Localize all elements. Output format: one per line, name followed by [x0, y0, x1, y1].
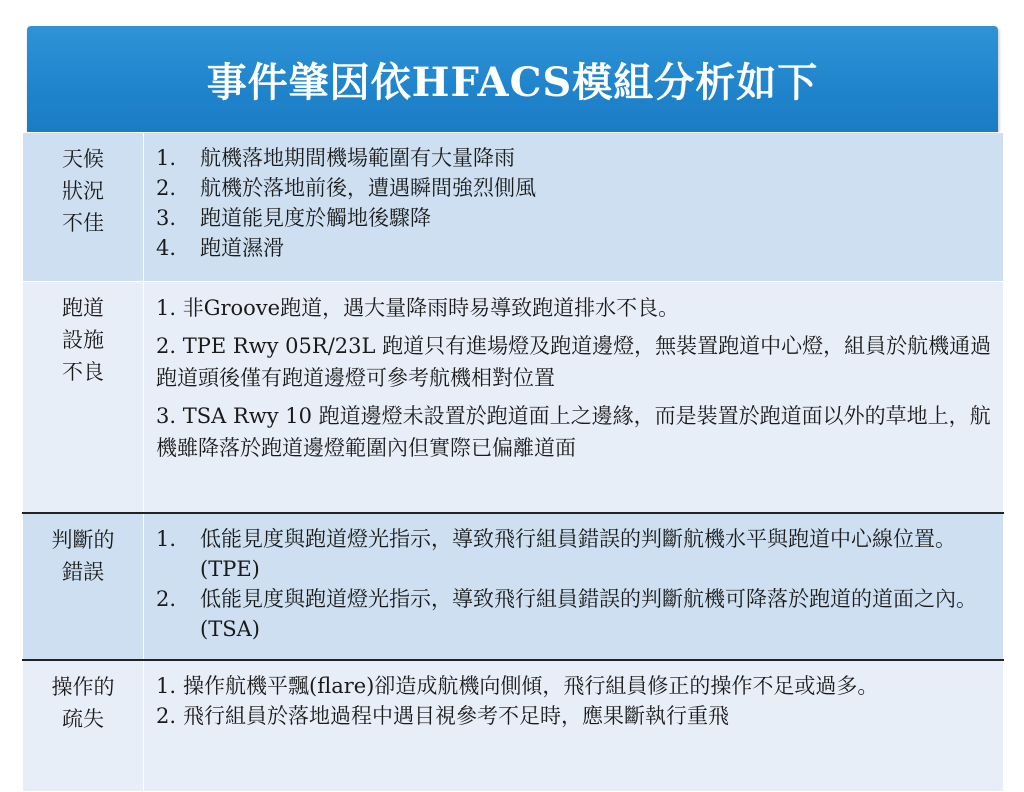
detail-cell — [144, 660, 1004, 792]
paragraph: 2. TPE Rwy 05R/23L 跑道只有進場燈及跑道邊燈，無裝置跑道中心燈，組員於航機通過跑道頭後僅有跑道邊燈可參考航機相對位置 — [156, 334, 992, 390]
list-item: 1. 操作航機平飄(flare)卻造成航機向側傾，飛行組員修正的操作不足或過多。 — [156, 674, 879, 698]
list-item: 2. 飛行組員於落地過程中遇目視參考不足時，應果斷執行重飛 — [156, 704, 729, 728]
category-cell — [23, 513, 144, 660]
category-line: 跑道 — [62, 296, 104, 320]
category-line: 狀況 — [62, 179, 104, 203]
category-line: 不良 — [62, 360, 104, 384]
slide-title: 事件肇因依HFACS模組分析如下 — [206, 58, 819, 106]
list-item: 1. 航機落地期間機場範圍有大量降雨 — [156, 146, 515, 170]
list-item: 4. 跑道濕滑 — [156, 236, 284, 260]
table-row-weather — [23, 133, 1004, 282]
category-line: 不佳 — [62, 211, 104, 235]
category-cell — [23, 133, 144, 282]
detail-cell — [144, 282, 1004, 514]
list-item: 2. 航機於落地前後，遭遇瞬間強烈側風 — [156, 176, 536, 200]
table-row-runway — [23, 282, 1004, 514]
category-line: 天候 — [62, 147, 104, 171]
category-cell — [23, 282, 144, 514]
category-line: 設施 — [62, 328, 104, 352]
paragraph: 1. 非Groove跑道，遇大量降雨時易導致跑道排水不良。 — [156, 296, 680, 320]
list-item: 1. 低能見度與跑道燈光指示，導致飛行組員錯誤的判斷航機水平與跑道中心線位置。(TPE) — [156, 527, 956, 581]
table-row-operation — [23, 660, 1004, 792]
category-line: 判斷的 — [51, 528, 115, 552]
hfacs-table — [22, 132, 1004, 792]
category-line: 疏失 — [62, 707, 104, 731]
title-banner — [27, 26, 998, 132]
list-item: 3. 跑道能見度於觸地後驟降 — [156, 206, 431, 230]
paragraph: 3. TSA Rwy 10 跑道邊燈未設置於跑道面上之邊緣，而是裝置於跑道面以外的草地上，航機雖降落於跑道邊燈範圍內但實際已偏離道面 — [156, 404, 991, 460]
category-line: 操作的 — [51, 675, 115, 699]
detail-cell — [144, 133, 1004, 282]
category-line: 錯誤 — [62, 560, 104, 584]
table-row-judgment — [23, 513, 1004, 660]
category-cell — [23, 660, 144, 792]
list-item: 2. 低能見度與跑道燈光指示，導致飛行組員錯誤的判斷航機可降落於跑道的道面之內。(TSA) — [156, 587, 977, 641]
detail-cell — [144, 513, 1004, 660]
